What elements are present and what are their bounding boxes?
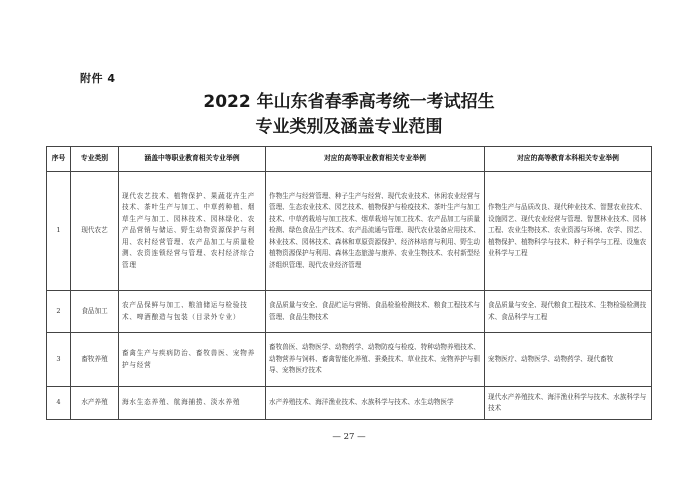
table-row [47,172,652,291]
document-title-line-1: 2022 年山东省春季高考统一考试招生 [203,92,495,112]
row-secondary-majors: 畜禽生产与疾病防治、畜牧兽医、宠物养护与经营 [119,333,266,387]
row-number: 1 [47,172,71,291]
row-category: 畜牧养殖 [71,333,119,387]
row-higher-vocational-majors: 水产养殖技术、海洋渔业技术、水族科学与技术、水生动物医学 [266,387,485,420]
row-higher-vocational-majors: 畜牧兽医、动物医学、动物药学、动物防疫与检疫、特种动物养殖技术、动物营养与饲料、畜禽智能化养殖、蚕桑技术、草业技术、宠物养护与驯导、宠物医疗技术 [266,333,485,387]
document-title-line-2: 专业类别及涵盖专业范围 [255,117,443,137]
header-category: 专业类别 [71,147,119,172]
row-higher-vocational-majors: 作物生产与经营管理、种子生产与经营、现代农业技术、休闲农业经营与管理、生态农业技术、园艺技术、植物保护与检疫技术、茶叶生产与加工技术、中草药栽培与加工技术、烟草栽培与加工技术、农产品加工与质量检测、绿色食品生产技术、农产品流通与管理、现代农业装备应用技术、林业技术、园林技术、森林和草原资源保护、经济林培育与利用、野生动植物资源保护与利用、森林生态旅游与康养、农业生物技术、农村新型经济组织管理、现代农业经济管理 [266,172,485,291]
row-higher-vocational-majors: 食品质量与安全、食品贮运与营销、食品检验检测技术、粮食工程技术与管理、食品生物技术 [266,291,485,333]
major-category-table [46,146,652,420]
row-undergraduate-majors: 现代水产养殖技术、海洋渔业科学与技术、水族科学与技术 [485,387,652,420]
header-undergraduate: 对应的高等教育本科相关专业举例 [485,147,652,172]
row-number: 3 [47,333,71,387]
table-row [47,333,652,387]
row-category: 现代农艺 [71,172,119,291]
row-undergraduate-majors: 食品质量与安全、现代粮食工程技术、生物检验检测技术、食品科学与工程 [485,291,652,333]
header-secondary: 涵盖中等职业教育相关专业举例 [119,147,266,172]
row-secondary-majors: 海水生态养殖、航海捕捞、淡水养殖 [119,387,266,420]
row-number: 2 [47,291,71,333]
row-secondary-majors: 现代农艺技术、植物保护、果蔬花卉生产技术、茶叶生产与加工、中草药种植、烟草生产与加工、园林技术、园林绿化、农产品营销与储运、野生动物资源保护与利用、农村经营管理、农产品加工与质量检测、农资连锁经营与管理、农村经济综合管理 [119,172,266,291]
row-category: 食品加工 [71,291,119,333]
table-header-row [47,147,652,172]
table-row [47,291,652,333]
row-secondary-majors: 农产品保鲜与加工、粮油储运与检验技术、啤酒酿造与包装（目录外专业） [119,291,266,333]
row-undergraduate-majors: 作物生产与品质改良、现代种业技术、智慧农业技术、设施园艺、现代农业经营与管理、智慧林业技术、园林工程、农业生物技术、农业资源与环境、农学、园艺、植物保护、植物科学与技术、种子科学与工程、设施农业科学与工程 [485,172,652,291]
header-no: 序号 [47,147,71,172]
row-number: 4 [47,387,71,420]
attachment-label: 附件 4 [80,72,116,85]
page-number: — 27 — [332,432,366,442]
table-row [47,387,652,420]
header-higher-vocational: 对应的高等职业教育相关专业举例 [266,147,485,172]
row-undergraduate-majors: 宠物医疗、动物医学、动物药学、现代畜牧 [485,333,652,387]
row-category: 水产养殖 [71,387,119,420]
